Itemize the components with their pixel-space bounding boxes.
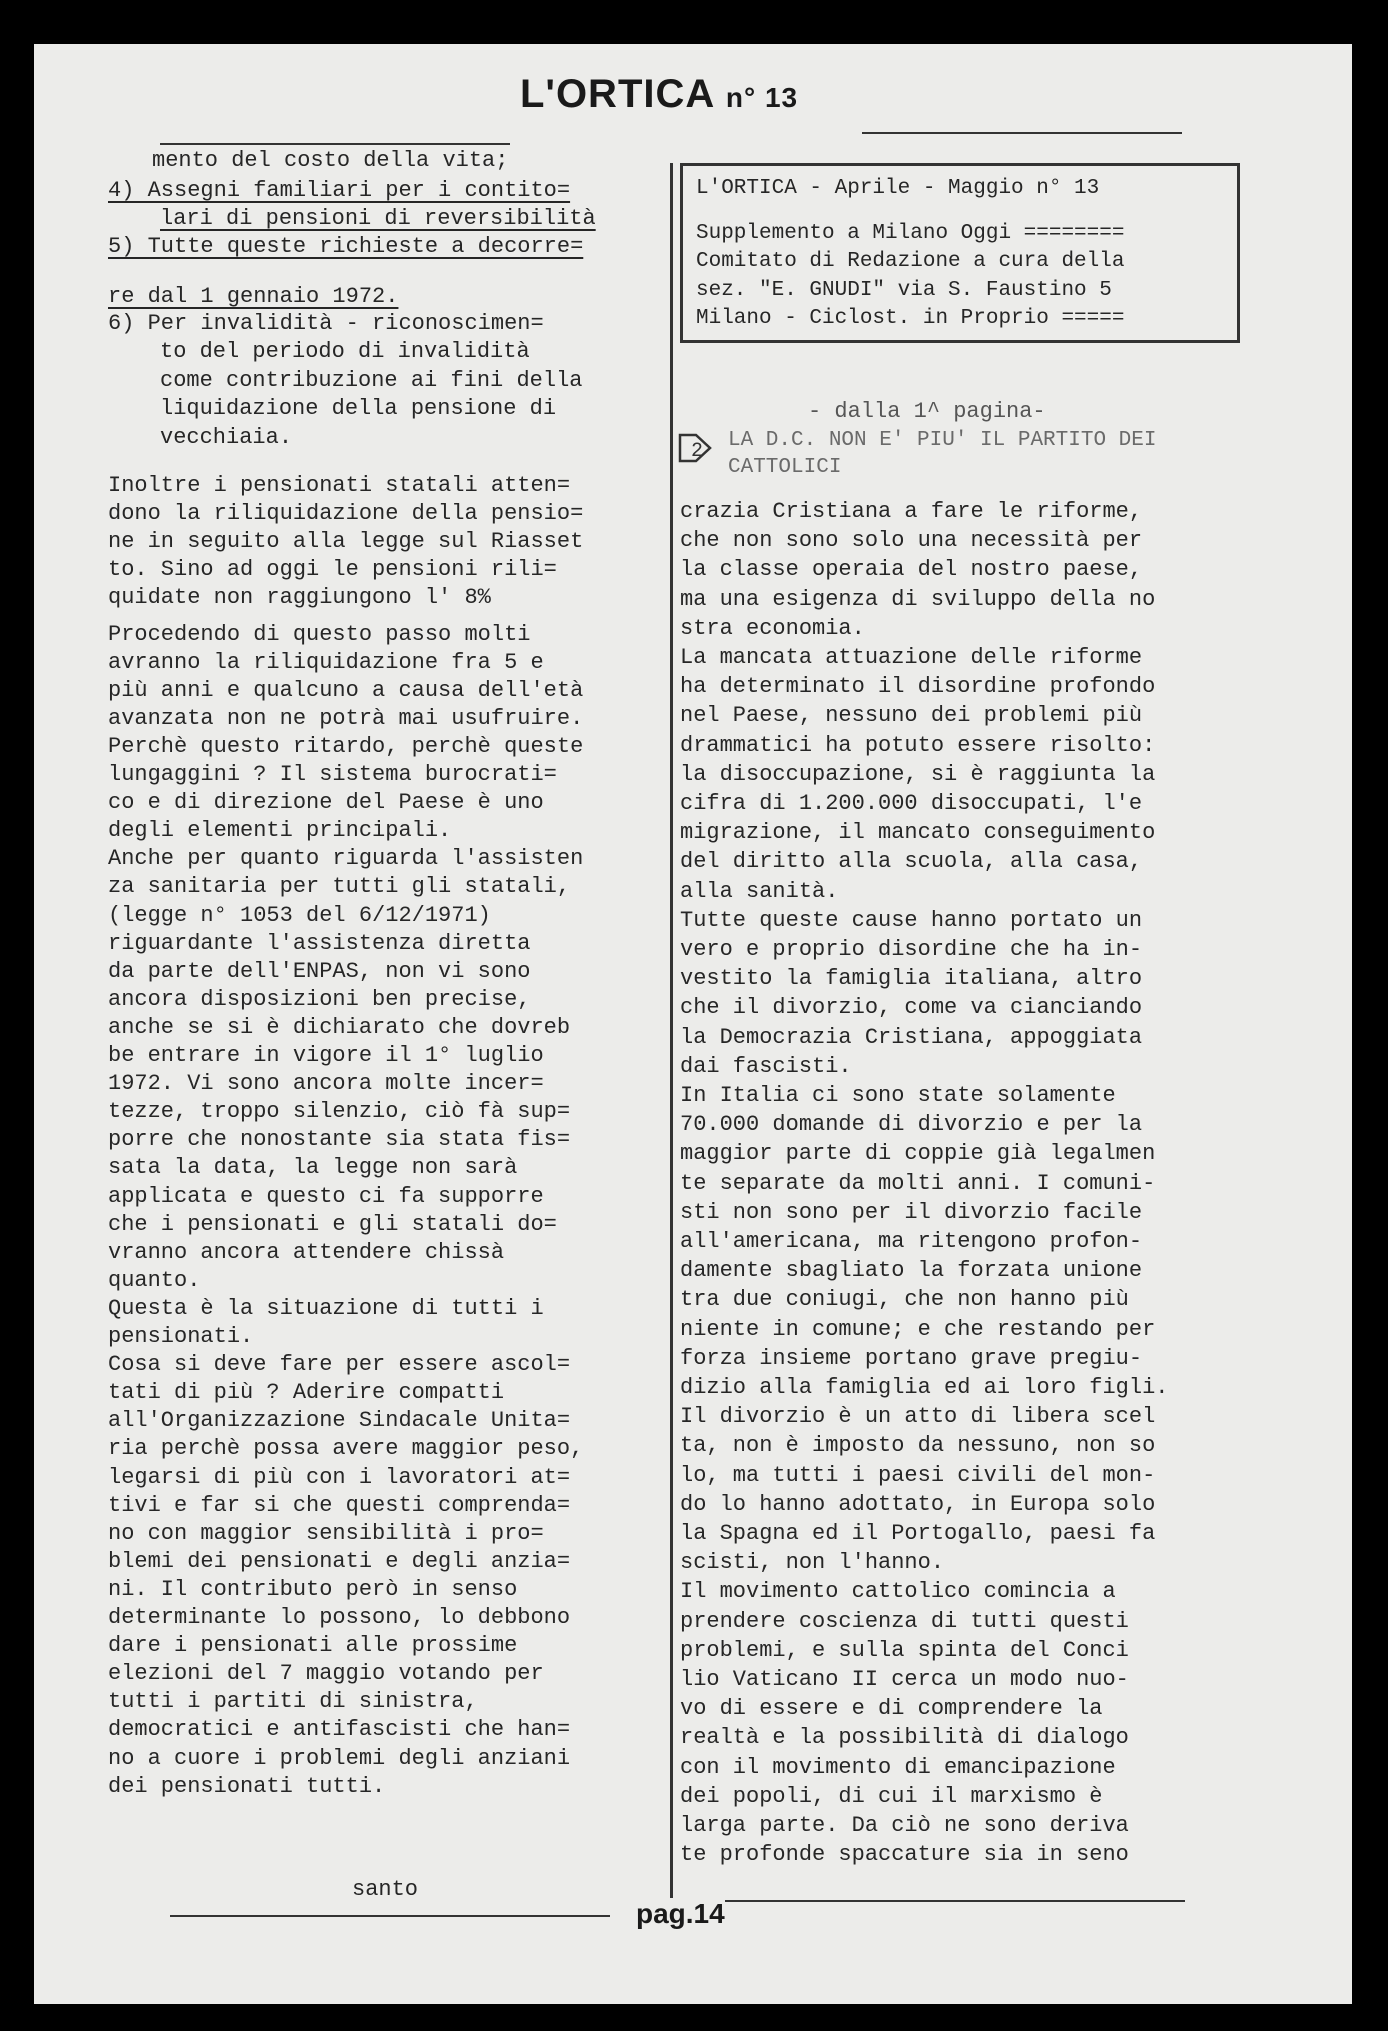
body-line: za sanitaria per tutti gli statali, xyxy=(108,874,571,900)
body-line: applicata e questo ci fa supporre xyxy=(108,1183,544,1209)
body-line: La mancata attuazione delle riforme xyxy=(680,645,1143,670)
body-line: ancora disposizioni ben precise, xyxy=(108,986,531,1012)
list-line: re dal 1 gennaio 1972. xyxy=(108,284,399,309)
body-line: tutti i partiti di sinistra, xyxy=(108,1689,478,1715)
body-line: dare i pensionati alle prossime xyxy=(108,1633,518,1659)
list-line: come contribuzione ai fini della xyxy=(160,368,583,393)
body-line: legarsi di più con i lavoratori at= xyxy=(108,1464,571,1490)
body-line: ha determinato il disordine profondo xyxy=(680,674,1156,700)
header-rule-left xyxy=(160,143,510,145)
body-line: tati di più ? Aderire compatti xyxy=(108,1380,505,1406)
body-line: te separate da molti anni. I comuni- xyxy=(680,1170,1156,1196)
body-line: sata la data, la legge non sarà xyxy=(108,1155,518,1181)
body-line: Perchè questo ritardo, perchè queste xyxy=(108,733,584,759)
body-line: che i pensionati e gli statali do= xyxy=(108,1211,557,1237)
list-line: 4) Assegni familiari per i contito= xyxy=(108,178,571,203)
info-box-line: Comitato di Redazione a cura della xyxy=(696,250,1125,273)
body-line: la Spagna ed il Portogallo, paesi fa xyxy=(680,1521,1156,1546)
info-box-line: Milano - Ciclost. in Proprio ===== xyxy=(696,307,1125,330)
body-line: realtà e la possibilità di dialogo xyxy=(680,1725,1129,1751)
body-line: tezze, troppo silenzio, ciò fà sup= xyxy=(108,1099,571,1125)
body-line: Tutte queste cause hanno portato un xyxy=(680,907,1143,933)
masthead-title: L'ORTICA xyxy=(520,72,714,116)
body-line: riguardante l'assistenza diretta xyxy=(108,930,531,956)
body-line: niente in comune; e che restando per xyxy=(680,1316,1156,1342)
body-line: avranno la riliquidazione fra 5 e xyxy=(108,649,544,675)
body-line: 70.000 domande di divorzio e per la xyxy=(680,1112,1143,1138)
list-line: lari di pensioni di reversibilità xyxy=(160,206,596,231)
body-line: 1972. Vi sono ancora molte incer= xyxy=(108,1071,544,1097)
body-line: ni. Il contributo però in senso xyxy=(108,1576,518,1602)
body-line: drammatici ha potuto essere risolto: xyxy=(680,732,1156,758)
body-line: sti non sono per il divorzio facile xyxy=(680,1199,1143,1225)
body-line: dei pensionati tutti. xyxy=(108,1773,386,1799)
body-line: all'americana, ma ritengono profon- xyxy=(680,1229,1143,1254)
body-line: vo di essere e di comprendere la xyxy=(680,1696,1103,1722)
body-line: prendere coscienza di tutti questi xyxy=(680,1608,1129,1634)
body-line: do lo hanno adottato, in Europa solo xyxy=(680,1491,1156,1517)
arrow-icon xyxy=(677,430,713,466)
body-line: dizio alla famiglia ed ai loro figli. xyxy=(680,1375,1169,1400)
body-line: (legge n° 1053 del 6/12/1971) xyxy=(108,902,491,928)
body-line: dai fascisti. xyxy=(680,1053,852,1079)
continuation-note: - dalla 1^ pagina- xyxy=(808,399,1046,424)
body-line: no con maggior sensibilità i pro= xyxy=(108,1520,544,1546)
body-line: da parte dell'ENPAS, non vi sono xyxy=(108,958,531,984)
headline-line: CATTOLICI xyxy=(728,456,842,479)
body-line: tivi e far si che questi comprenda= xyxy=(108,1492,571,1518)
arrow-label: 2 xyxy=(691,440,704,463)
body-line: Cosa si deve fare per essere ascol= xyxy=(108,1352,571,1378)
body-line: vranno ancora attendere chissà xyxy=(108,1239,505,1265)
body-line: Anche per quanto riguarda l'assisten xyxy=(108,846,584,872)
body-line: ta, non è imposto da nessuno, non so xyxy=(680,1433,1156,1459)
list-line: vecchiaia. xyxy=(160,425,293,450)
info-box-line: L'ORTICA - Aprile - Maggio n° 13 xyxy=(696,177,1100,200)
list-line: mento del costo della vita; xyxy=(152,148,509,173)
info-box-line: Supplemento a Milano Oggi ======== xyxy=(696,222,1125,245)
body-line: stra economia. xyxy=(680,615,865,641)
body-line: lungaggini ? Il sistema burocrati= xyxy=(108,762,557,787)
body-line: all'Organizzazione Sindacale Unita= xyxy=(108,1408,571,1434)
body-line: che il divorzio, come va cianciando xyxy=(680,995,1143,1021)
body-line: forza insieme portano grave pregiu- xyxy=(680,1345,1143,1371)
list-line: to del periodo di invalidità xyxy=(160,339,530,364)
page-number: pag.14 xyxy=(636,1898,725,1929)
body-line: scisti, non l'hanno. xyxy=(680,1550,945,1576)
body-line: te profonde spaccature sia in seno xyxy=(680,1842,1129,1868)
body-line: ne in seguito alla legge sul Riasset xyxy=(108,529,584,555)
body-line: alla sanità. xyxy=(680,878,839,904)
body-line: la Democrazia Cristiana, appoggiata xyxy=(680,1024,1143,1050)
body-line: Questa è la situazione di tutti i xyxy=(108,1295,544,1321)
body-line: In Italia ci sono state solamente xyxy=(680,1083,1116,1108)
body-line: crazia Cristiana a fare le riforme, xyxy=(680,499,1143,524)
body-line: la classe operaia del nostro paese, xyxy=(680,557,1143,583)
body-line: quidate non raggiungono l' 8% xyxy=(108,585,491,611)
body-line: porre che nonostante sia stata fis= xyxy=(108,1127,571,1153)
footer-rule-left xyxy=(170,1915,610,1917)
body-line: elezioni del 7 maggio votando per xyxy=(108,1661,544,1687)
body-line: lo, ma tutti i paesi civili del mon- xyxy=(680,1462,1156,1488)
body-line: quanto. xyxy=(108,1267,201,1293)
list-line: 6) Per invalidità - riconoscimen= xyxy=(108,311,544,336)
body-line: nel Paese, nessuno dei problemi più xyxy=(680,703,1143,729)
body-line: che non sono solo una necessità per xyxy=(680,528,1143,554)
body-line: dei popoli, di cui il marxismo è xyxy=(680,1783,1103,1809)
body-line: con il movimento di emancipazione xyxy=(680,1754,1116,1780)
body-line: dono la riliquidazione della pensio= xyxy=(108,501,584,527)
body-line: to. Sino ad oggi le pensioni rili= xyxy=(108,557,557,583)
body-line: degli elementi principali. xyxy=(108,818,452,844)
headline-line: LA D.C. NON E' PIU' IL PARTITO DEI xyxy=(728,429,1157,452)
body-line: più anni e qualcuno a causa dell'età xyxy=(108,677,584,703)
body-line: avanzata non ne potrà mai usufruire. xyxy=(108,705,584,731)
body-line: la disoccupazione, si è raggiunta la xyxy=(680,761,1156,787)
body-line: lio Vaticano II cerca un modo nuo- xyxy=(680,1667,1129,1692)
body-line: cifra di 1.200.000 disoccupati, l'e xyxy=(680,791,1143,816)
body-line: determinante lo possono, lo debbono xyxy=(108,1605,571,1630)
body-line: migrazione, il mancato conseguimento xyxy=(680,820,1156,846)
body-line: Procedendo di questo passo molti xyxy=(108,621,531,647)
body-line: damente sbagliato la forzata unione xyxy=(680,1258,1143,1284)
masthead xyxy=(520,72,798,117)
body-line: democratici e antifascisti che han= xyxy=(108,1717,571,1743)
body-line: ria perchè possa avere maggior peso, xyxy=(108,1436,584,1462)
body-line: larga parte. Da ciò ne sono deriva xyxy=(680,1813,1129,1838)
list-line: liquidazione della pensione di xyxy=(160,396,557,421)
body-line: ma una esigenza di sviluppo della no xyxy=(680,586,1156,612)
body-line: pensionati. xyxy=(108,1324,254,1349)
issue-number: n° 13 xyxy=(725,82,799,113)
body-line: del diritto alla scuola, alla casa, xyxy=(680,849,1143,875)
body-line: problemi, e sulla spinta del Conci xyxy=(680,1637,1129,1663)
body-line: no a cuore i problemi degli anziani xyxy=(108,1745,571,1771)
body-line: Il divorzio è un atto di libera scel xyxy=(680,1404,1156,1430)
list-line: 5) Tutte queste richieste a decorre= xyxy=(108,234,584,259)
body-line: vestito la famiglia italiana, altro xyxy=(680,966,1143,992)
body-line: anche se si è dichiarato che dovreb xyxy=(108,1014,571,1040)
info-box-line: sez. "E. GNUDI" via S. Faustino 5 xyxy=(696,279,1112,302)
header-rule-right xyxy=(862,132,1182,134)
column-divider xyxy=(670,163,673,1898)
body-line: Il movimento cattolico comincia a xyxy=(680,1579,1116,1605)
body-line: Inoltre i pensionati statali atten= xyxy=(108,473,571,498)
footer-rule-right xyxy=(725,1900,1185,1902)
body-line: vero e proprio disordine che ha in- xyxy=(680,937,1143,962)
body-line: co e di direzione del Paese è uno xyxy=(108,790,544,816)
body-line: blemi dei pensionati e degli anzia= xyxy=(108,1548,571,1574)
body-line: tra due coniugi, che non hanno più xyxy=(680,1287,1129,1313)
signature: santo xyxy=(352,1877,419,1902)
body-line: be entrare in vigore il 1° luglio xyxy=(108,1043,544,1068)
body-line: maggior parte di coppie già legalmen xyxy=(680,1141,1156,1167)
